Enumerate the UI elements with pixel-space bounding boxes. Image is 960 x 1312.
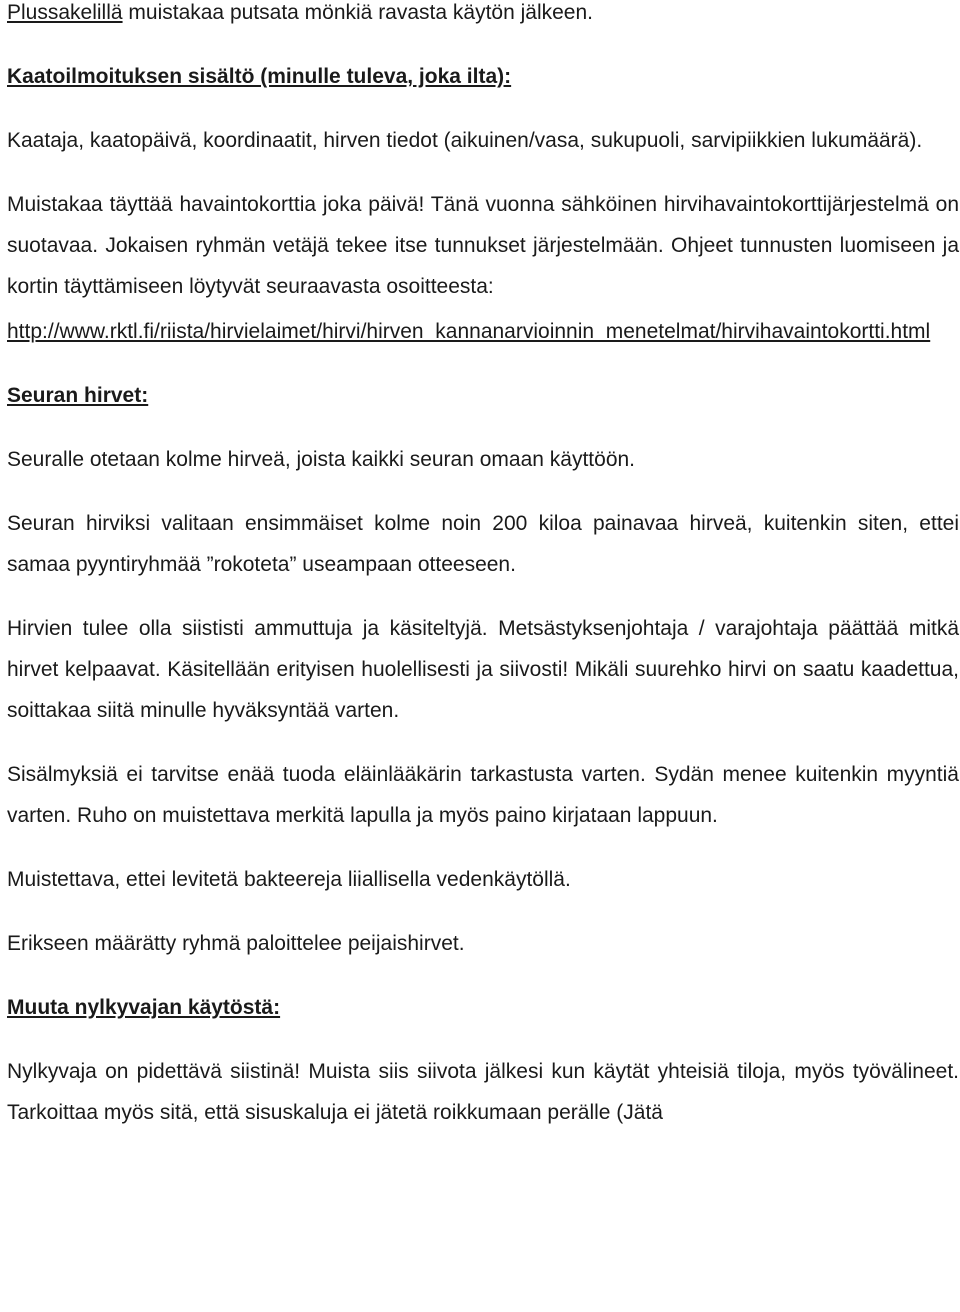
club-moose-paragraph-3: Hirvien tulee olla siististi ammuttuja ja käsiteltyjä. Metsästyksenjohtaja / varajohtaja päättää mitkä hirvet kelpaavat. Käsitellään erityisen huolellisesti ja siivosti! Mikäli suurehko hirvi on saatu kaadettua, soittakaa siitä minulle hyväksyntää varten.: [7, 617, 959, 722]
club-moose-paragraph-2: Seuran hirviksi valitaan ensimmäiset kolme noin 200 kiloa painavaa hirveä, kuitenkin siten, ettei samaa pyyntiryhmää ”rokoteta” useampaan otteeseen.: [7, 512, 959, 576]
intro-text: muistakaa putsata mönkiä ravasta käytön jälkeen.: [122, 1, 593, 24]
club-moose-heading: Seuran hirvet:: [7, 384, 149, 407]
report-content-paragraph: Kaataja, kaatopäivä, koordinaatit, hirven tiedot (aikuinen/vasa, sukupuoli, sarvipiikkien lukumäärä).: [7, 129, 923, 152]
plussakeli-term: Plussakelillä: [7, 1, 123, 24]
skinning-shed-heading: Muuta nylkyvajan käytöstä:: [7, 996, 281, 1019]
intro-paragraph: [7, 0, 959, 33]
observation-card-link-paragraph: [7, 311, 959, 352]
water-use-paragraph: Muistettava, ettei levitetä bakteereja liiallisella vedenkäytöllä.: [7, 868, 571, 891]
report-content-heading: Kaatoilmoituksen sisältö (minulle tuleva, joka ilta):: [7, 65, 512, 88]
feast-moose-paragraph: Erikseen määrätty ryhmä paloittelee peijaishirvet.: [7, 932, 465, 955]
offal-paragraph: Sisälmyksiä ei tarvitse enää tuoda eläinlääkärin tarkastusta varten. Sydän menee kuitenkin myyntiä varten. Ruho on muistettava merkitä lapulla ja myös paino kirjataan lappuun.: [7, 763, 959, 827]
skinning-shed-paragraph: Nylkyvaja on pidettävä siistinä! Muista siis siivota jälkesi kun käytät yhteisiä tiloja, myös työvälineet. Tarkoittaa myös sitä, että sisuskaluja ei jätetä roikkumaan perälle (Jätä: [7, 1060, 959, 1124]
club-moose-paragraph-1: Seuralle otetaan kolme hirveä, joista kaikki seuran omaan käyttöön.: [7, 448, 636, 471]
observation-card-paragraph: Muistakaa täyttää havaintokorttia joka päivä! Tänä vuonna sähköinen hirvihavaintokorttijärjestelmä on suotavaa. Jokaisen ryhmän vetäjä tekee itse tunnukset järjestelmään. Ohjeet tunnusten luomiseen ja kortin täyttämiseen löytyvät seuraavasta osoitteesta:: [7, 193, 959, 298]
document-page: [7, 0, 959, 1133]
observation-card-link[interactable]: http://www.rktl.fi/riista/hirvielaimet/hirvi/hirven_kannanarvioinnin_menetelmat/hirvihavaintokortti.html: [7, 320, 931, 343]
